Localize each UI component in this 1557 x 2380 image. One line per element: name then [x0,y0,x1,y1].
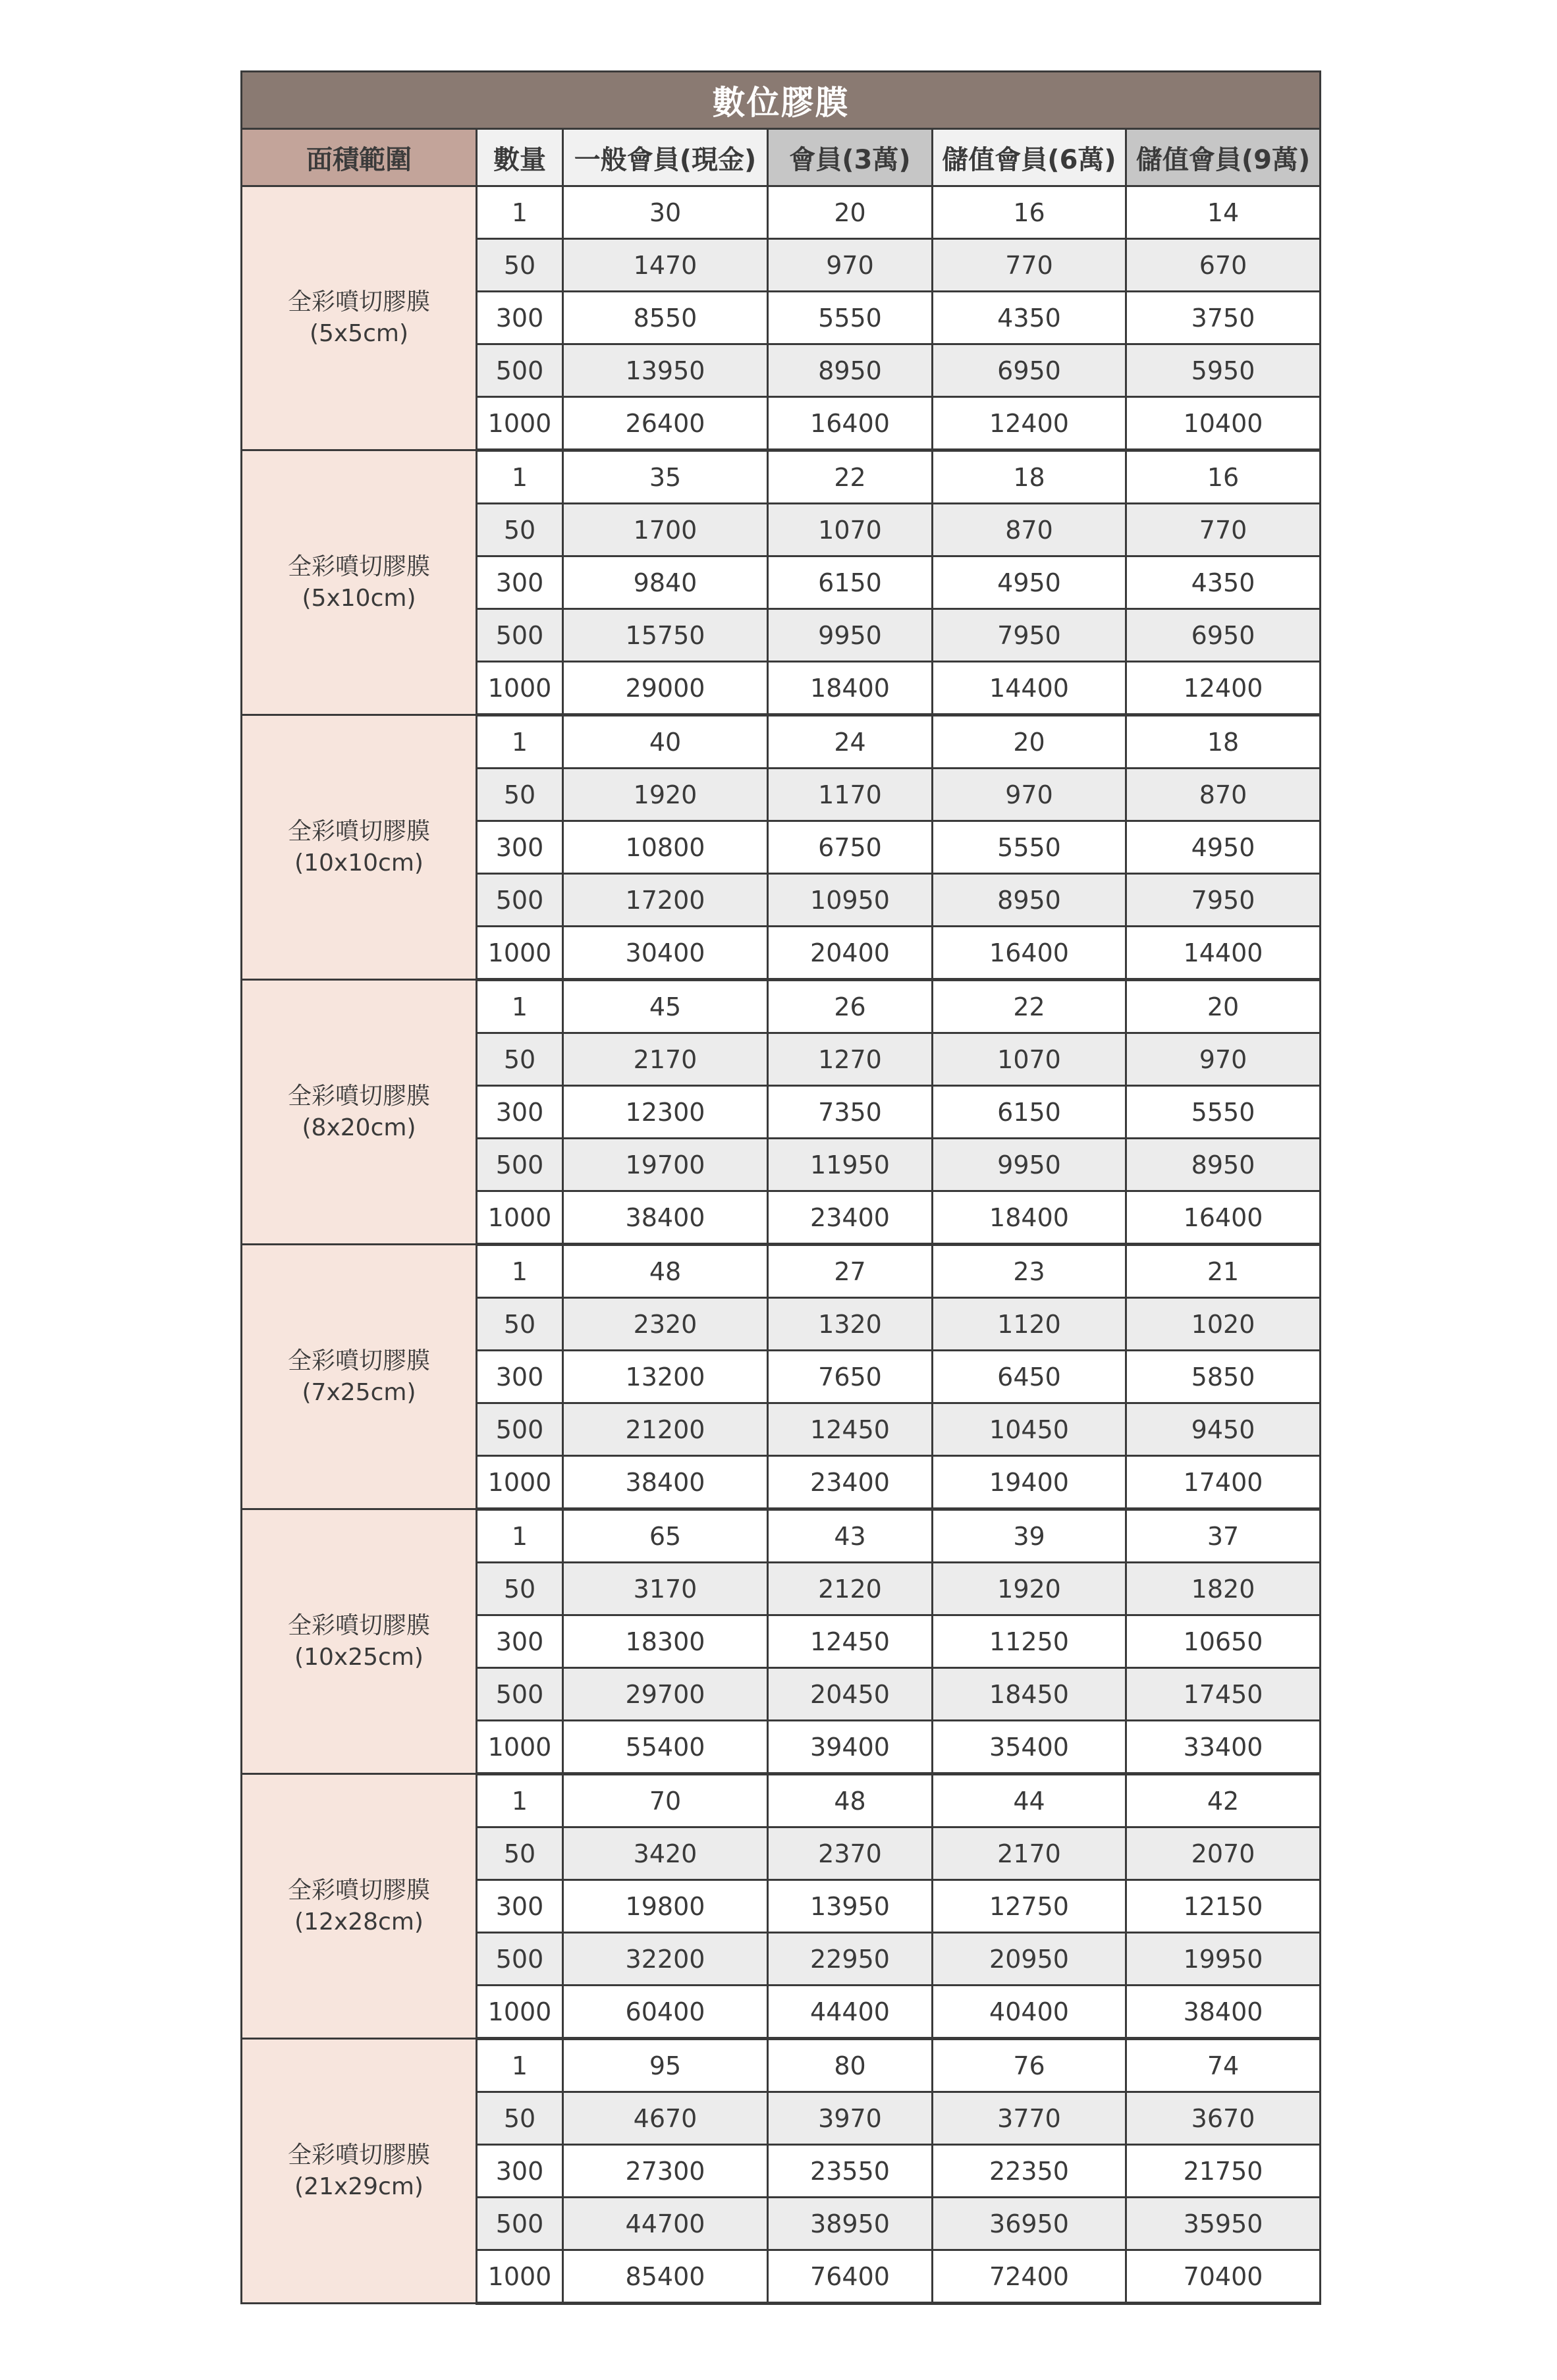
price-general-cell: 2320 [563,1298,768,1351]
header-stored-6: 儲值會員(6萬) [933,129,1126,186]
price-stored-6-cell: 22 [933,980,1126,1033]
price-member-3-cell: 1320 [768,1298,933,1351]
table-row [242,1774,1321,1827]
price-general-cell: 19700 [563,1139,768,1191]
price-stored-9-cell: 7950 [1126,874,1321,927]
price-stored-9-cell: 33400 [1126,1721,1321,1774]
price-stored-6-cell: 72400 [933,2250,1126,2304]
price-stored-9-cell: 16 [1126,450,1321,504]
price-member-3-cell: 24 [768,715,933,769]
area-name: 全彩噴切膠膜 [287,288,430,315]
area-size: (12x28cm) [294,1908,423,1935]
price-stored-9-cell: 9450 [1126,1403,1321,1456]
price-general-cell: 8550 [563,292,768,344]
qty-cell: 300 [477,292,563,344]
area-cell [242,1774,477,2039]
price-member-3-cell: 2370 [768,1827,933,1880]
price-stored-9-cell: 4950 [1126,821,1321,874]
price-stored-9-cell: 1020 [1126,1298,1321,1351]
price-stored-9-cell: 10400 [1126,397,1321,450]
price-member-3-cell: 1070 [768,504,933,556]
price-stored-6-cell: 16400 [933,927,1126,980]
price-member-3-cell: 20 [768,186,933,239]
price-general-cell: 2170 [563,1033,768,1086]
price-stored-6-cell: 10450 [933,1403,1126,1456]
qty-cell: 300 [477,1880,563,1933]
price-stored-9-cell: 6950 [1126,609,1321,662]
qty-cell: 50 [477,1827,563,1880]
area-size: (21x29cm) [294,2173,423,2200]
price-member-3-cell: 12450 [768,1615,933,1668]
area-cell [242,186,477,450]
price-member-3-cell: 10950 [768,874,933,927]
table-row [242,450,1321,504]
price-stored-6-cell: 39 [933,1509,1126,1563]
qty-cell: 1 [477,715,563,769]
area-cell [242,1245,477,1509]
price-stored-6-cell: 4950 [933,556,1126,609]
table-row [242,1245,1321,1298]
qty-cell: 1000 [477,1721,563,1774]
price-general-cell: 17200 [563,874,768,927]
price-stored-6-cell: 1120 [933,1298,1126,1351]
price-stored-6-cell: 40400 [933,1986,1126,2039]
price-member-3-cell: 39400 [768,1721,933,1774]
qty-cell: 500 [477,874,563,927]
price-general-cell: 60400 [563,1986,768,2039]
price-stored-6-cell: 870 [933,504,1126,556]
price-stored-9-cell: 38400 [1126,1986,1321,2039]
price-stored-9-cell: 12150 [1126,1880,1321,1933]
price-general-cell: 1470 [563,239,768,292]
price-stored-6-cell: 1920 [933,1563,1126,1615]
price-stored-9-cell: 42 [1126,1774,1321,1827]
price-general-cell: 30 [563,186,768,239]
price-stored-9-cell: 14 [1126,186,1321,239]
price-stored-9-cell: 5550 [1126,1086,1321,1139]
price-general-cell: 12300 [563,1086,768,1139]
qty-cell: 300 [477,1086,563,1139]
price-member-3-cell: 13950 [768,1880,933,1933]
price-general-cell: 29700 [563,1668,768,1721]
price-general-cell: 38400 [563,1456,768,1509]
table-row [242,186,1321,239]
price-member-3-cell: 9950 [768,609,933,662]
qty-cell: 500 [477,609,563,662]
price-general-cell: 38400 [563,1191,768,1245]
price-stored-9-cell: 37 [1126,1509,1321,1563]
price-stored-9-cell: 17450 [1126,1668,1321,1721]
price-stored-9-cell: 5850 [1126,1351,1321,1403]
price-general-cell: 26400 [563,397,768,450]
area-name: 全彩噴切膠膜 [287,1876,430,1904]
area-cell [242,1509,477,1774]
header-area: 面積範圍 [242,129,477,186]
price-stored-6-cell: 36950 [933,2198,1126,2250]
qty-cell: 300 [477,1351,563,1403]
price-general-cell: 4670 [563,2092,768,2145]
price-member-3-cell: 2120 [768,1563,933,1615]
table-row [242,980,1321,1033]
price-stored-9-cell: 35950 [1126,2198,1321,2250]
price-stored-6-cell: 9950 [933,1139,1126,1191]
qty-cell: 500 [477,1139,563,1191]
price-stored-6-cell: 4350 [933,292,1126,344]
qty-cell: 1000 [477,1986,563,2039]
price-stored-6-cell: 11250 [933,1615,1126,1668]
price-stored-6-cell: 970 [933,769,1126,821]
price-stored-6-cell: 22350 [933,2145,1126,2198]
price-stored-9-cell: 870 [1126,769,1321,821]
price-member-3-cell: 76400 [768,2250,933,2304]
area-name: 全彩噴切膠膜 [287,1611,430,1639]
price-stored-9-cell: 3750 [1126,292,1321,344]
price-general-cell: 35 [563,450,768,504]
table-body [242,186,1321,2304]
qty-cell: 300 [477,556,563,609]
header-qty: 數量 [477,129,563,186]
price-general-cell: 9840 [563,556,768,609]
area-cell [242,715,477,980]
price-general-cell: 48 [563,1245,768,1298]
qty-cell: 50 [477,1298,563,1351]
price-member-3-cell: 27 [768,1245,933,1298]
price-general-cell: 30400 [563,927,768,980]
price-stored-9-cell: 16400 [1126,1191,1321,1245]
price-member-3-cell: 22950 [768,1933,933,1986]
price-general-cell: 18300 [563,1615,768,1668]
price-stored-9-cell: 20 [1126,980,1321,1033]
price-member-3-cell: 26 [768,980,933,1033]
qty-cell: 1 [477,980,563,1033]
area-name: 全彩噴切膠膜 [287,1082,430,1110]
price-general-cell: 21200 [563,1403,768,1456]
price-general-cell: 32200 [563,1933,768,1986]
qty-cell: 1 [477,186,563,239]
qty-cell: 1000 [477,662,563,715]
price-general-cell: 95 [563,2039,768,2092]
price-stored-9-cell: 14400 [1126,927,1321,980]
area-name: 全彩噴切膠膜 [287,1347,430,1374]
qty-cell: 1 [477,2039,563,2092]
qty-cell: 300 [477,1615,563,1668]
price-stored-6-cell: 18400 [933,1191,1126,1245]
price-stored-9-cell: 4350 [1126,556,1321,609]
price-stored-6-cell: 770 [933,239,1126,292]
price-member-3-cell: 18400 [768,662,933,715]
table-row [242,715,1321,769]
price-member-3-cell: 20400 [768,927,933,980]
price-stored-6-cell: 19400 [933,1456,1126,1509]
price-member-3-cell: 970 [768,239,933,292]
price-member-3-cell: 38950 [768,2198,933,2250]
price-stored-6-cell: 6150 [933,1086,1126,1139]
price-stored-6-cell: 7950 [933,609,1126,662]
price-stored-6-cell: 20950 [933,1933,1126,1986]
price-stored-9-cell: 10650 [1126,1615,1321,1668]
area-cell [242,980,477,1245]
price-stored-6-cell: 18450 [933,1668,1126,1721]
qty-cell: 1 [477,1774,563,1827]
price-stored-9-cell: 17400 [1126,1456,1321,1509]
qty-cell: 500 [477,1933,563,1986]
qty-cell: 1000 [477,1191,563,1245]
price-general-cell: 40 [563,715,768,769]
price-stored-6-cell: 2170 [933,1827,1126,1880]
qty-cell: 50 [477,1033,563,1086]
qty-cell: 300 [477,821,563,874]
price-member-3-cell: 12450 [768,1403,933,1456]
price-member-3-cell: 23550 [768,2145,933,2198]
qty-cell: 1 [477,1245,563,1298]
price-table [240,70,1321,2305]
price-member-3-cell: 43 [768,1509,933,1563]
qty-cell: 500 [477,2198,563,2250]
price-general-cell: 70 [563,1774,768,1827]
qty-cell: 1000 [477,1456,563,1509]
price-stored-9-cell: 21 [1126,1245,1321,1298]
qty-cell: 50 [477,769,563,821]
qty-cell: 1000 [477,2250,563,2304]
price-member-3-cell: 16400 [768,397,933,450]
price-stored-9-cell: 2070 [1126,1827,1321,1880]
qty-cell: 50 [477,2092,563,2145]
area-size: (8x20cm) [302,1114,416,1141]
qty-cell: 500 [477,1403,563,1456]
area-size: (7x25cm) [302,1378,416,1406]
qty-cell: 50 [477,504,563,556]
price-stored-6-cell: 14400 [933,662,1126,715]
price-member-3-cell: 6750 [768,821,933,874]
price-general-cell: 3170 [563,1563,768,1615]
header-stored-9: 儲值會員(9萬) [1126,129,1321,186]
price-stored-6-cell: 6950 [933,344,1126,397]
area-size: (5x10cm) [302,584,416,612]
price-member-3-cell: 23400 [768,1456,933,1509]
price-member-3-cell: 11950 [768,1139,933,1191]
header-general: 一般會員(現金) [563,129,768,186]
price-stored-6-cell: 12750 [933,1880,1126,1933]
price-member-3-cell: 1270 [768,1033,933,1086]
area-name: 全彩噴切膠膜 [287,817,430,845]
qty-cell: 500 [477,344,563,397]
price-stored-6-cell: 8950 [933,874,1126,927]
price-member-3-cell: 8950 [768,344,933,397]
price-stored-9-cell: 70400 [1126,2250,1321,2304]
price-stored-6-cell: 23 [933,1245,1126,1298]
area-name: 全彩噴切膠膜 [287,553,430,580]
price-member-3-cell: 7350 [768,1086,933,1139]
price-stored-9-cell: 19950 [1126,1933,1321,1986]
header-member-3: 會員(3萬) [768,129,933,186]
table-title: 數位膠膜 [242,72,1321,129]
price-general-cell: 13200 [563,1351,768,1403]
price-stored-9-cell: 770 [1126,504,1321,556]
price-stored-6-cell: 76 [933,2039,1126,2092]
price-stored-9-cell: 970 [1126,1033,1321,1086]
price-member-3-cell: 44400 [768,1986,933,2039]
price-member-3-cell: 20450 [768,1668,933,1721]
qty-cell: 500 [477,1668,563,1721]
price-general-cell: 15750 [563,609,768,662]
price-member-3-cell: 7650 [768,1351,933,1403]
area-cell [242,2039,477,2304]
price-stored-6-cell: 20 [933,715,1126,769]
price-stored-9-cell: 5950 [1126,344,1321,397]
price-stored-9-cell: 3670 [1126,2092,1321,2145]
price-stored-6-cell: 35400 [933,1721,1126,1774]
price-stored-9-cell: 1820 [1126,1563,1321,1615]
price-stored-9-cell: 8950 [1126,1139,1321,1191]
price-general-cell: 19800 [563,1880,768,1933]
price-general-cell: 45 [563,980,768,1033]
price-member-3-cell: 5550 [768,292,933,344]
price-member-3-cell: 80 [768,2039,933,2092]
qty-cell: 50 [477,1563,563,1615]
qty-cell: 1000 [477,927,563,980]
price-member-3-cell: 3970 [768,2092,933,2145]
price-stored-9-cell: 12400 [1126,662,1321,715]
table-row [242,1509,1321,1563]
price-stored-6-cell: 44 [933,1774,1126,1827]
price-general-cell: 44700 [563,2198,768,2250]
area-size: (5x5cm) [309,320,409,347]
price-general-cell: 65 [563,1509,768,1563]
area-name: 全彩噴切膠膜 [287,2141,430,2169]
price-member-3-cell: 6150 [768,556,933,609]
price-general-cell: 3420 [563,1827,768,1880]
price-stored-6-cell: 16 [933,186,1126,239]
price-stored-6-cell: 12400 [933,397,1126,450]
price-stored-9-cell: 21750 [1126,2145,1321,2198]
price-general-cell: 55400 [563,1721,768,1774]
table-row [242,2039,1321,2092]
price-general-cell: 29000 [563,662,768,715]
qty-cell: 1000 [477,397,563,450]
price-member-3-cell: 48 [768,1774,933,1827]
price-stored-9-cell: 74 [1126,2039,1321,2092]
price-member-3-cell: 23400 [768,1191,933,1245]
price-stored-6-cell: 18 [933,450,1126,504]
qty-cell: 1 [477,1509,563,1563]
qty-cell: 300 [477,2145,563,2198]
area-size: (10x10cm) [294,849,423,877]
area-size: (10x25cm) [294,1643,423,1671]
price-general-cell: 1920 [563,769,768,821]
price-stored-6-cell: 1070 [933,1033,1126,1086]
price-general-cell: 13950 [563,344,768,397]
price-general-cell: 1700 [563,504,768,556]
qty-cell: 1 [477,450,563,504]
price-stored-9-cell: 670 [1126,239,1321,292]
price-stored-6-cell: 5550 [933,821,1126,874]
price-stored-6-cell: 3770 [933,2092,1126,2145]
price-stored-9-cell: 18 [1126,715,1321,769]
price-general-cell: 27300 [563,2145,768,2198]
qty-cell: 50 [477,239,563,292]
price-stored-6-cell: 6450 [933,1351,1126,1403]
price-member-3-cell: 1170 [768,769,933,821]
price-sheet [240,70,1319,2305]
price-member-3-cell: 22 [768,450,933,504]
price-general-cell: 85400 [563,2250,768,2304]
price-general-cell: 10800 [563,821,768,874]
area-cell [242,450,477,715]
